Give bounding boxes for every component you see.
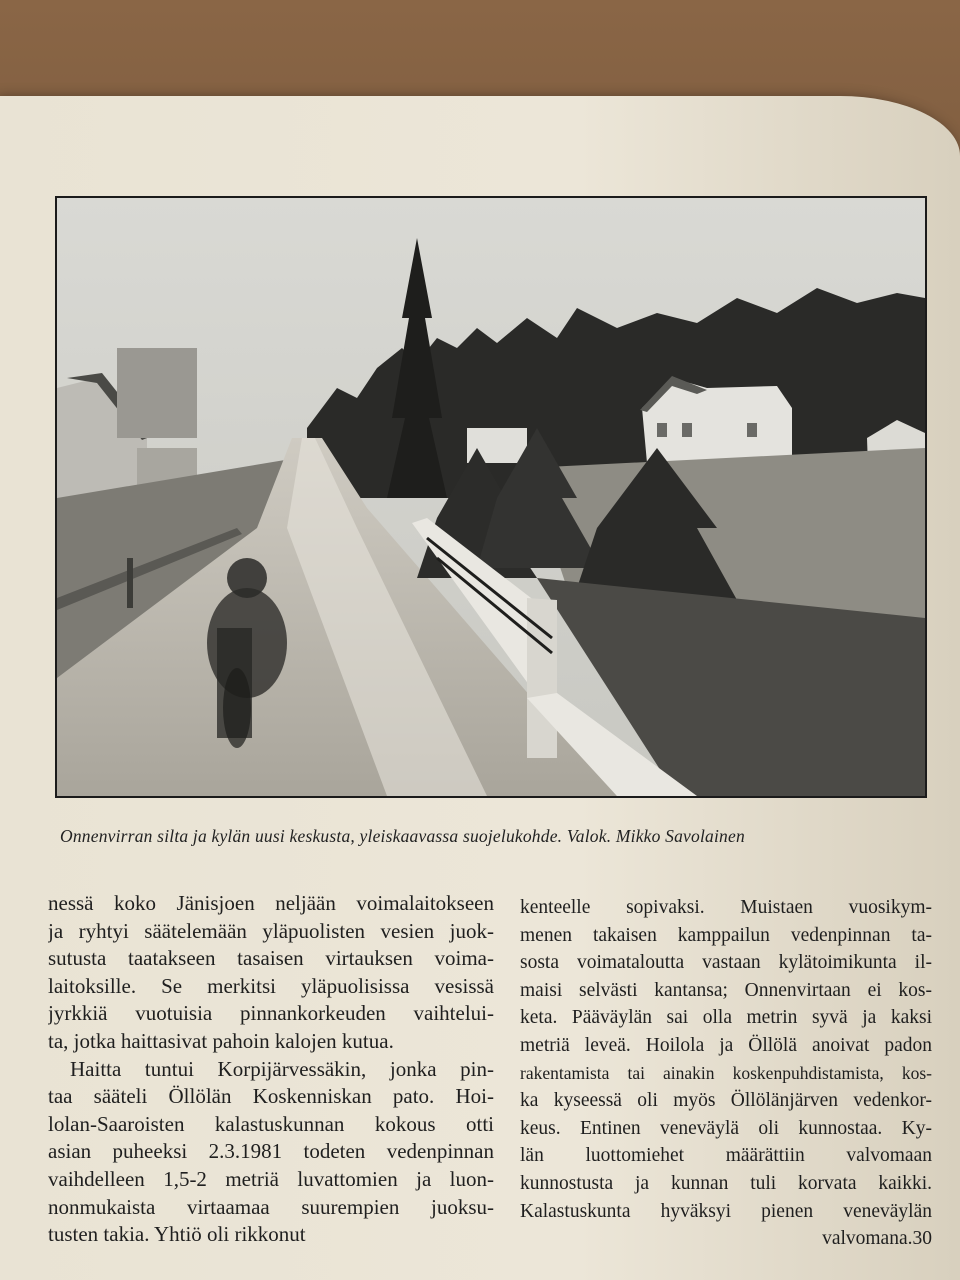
text-line: vaihdelleen 1,5-2 metriä luvattomien ja luon- [48,1166,494,1191]
text-line: metriä leveä. Hoilola ja Öllölä anoivat padon [520,1034,932,1056]
text-line: ta, jotka haittasivat pahoin kalojen kutua. [48,1028,394,1053]
text-line: tusten takia. Yhtiö oli rikkonut [48,1222,306,1247]
text-line: nonmukaista virtaamaa suurempien juoksu- [48,1194,494,1219]
photo-caption: Onnenvirran silta ja kylän uusi keskusta, yleiskaavassa suojelukohde. Valok. Mikko Savolainen [60,826,745,846]
text-line: ka kyseessä oli myös Öllölänjärven vedenkor- [520,1090,932,1112]
text-line: sutusta taatakseen tasaisen virtauksen voima- [48,946,494,971]
text-line: lolan-Saaroisten kalastuskunnan kokous otti [48,1111,494,1136]
text-line: valvomana.30 [822,1228,932,1250]
text-line: ja ryhtyi säätelemään yläpuolisten vesien juok- [48,918,494,943]
right-text-column [520,894,932,1253]
left-text-column [48,890,494,1249]
text-line: menen takaisen kamppailun vedenpinnan ta- [520,924,932,946]
text-line: län luottomiehet määrättiin valvomaan [520,1145,932,1167]
bridge-photograph [55,196,927,798]
text-line: sosta voimataloutta vastaan kylätoimikunta il- [520,952,932,974]
text-line: taa sääteli Öllölän Koskenniskan pato. Hoi- [48,1084,494,1109]
text-line: nessä koko Jänisjoen neljään voimalaitokseen [48,891,494,915]
text-line: kunnostusta ja kunnan tuli korvata kaikki. [520,1172,932,1194]
text-line: jyrkkiä vuotuisia pinnankorkeuden vaihtelui- [48,1001,494,1026]
text-line: keta. Pääväylän sai olla metrin syvä ja kaksi [520,1007,932,1029]
text-line: rakentamista tai ainakin koskenpuhdistamista, kos- [520,1062,932,1083]
text-line: asian puheeksi 2.3.1981 todeten vedenpinnan [48,1139,494,1164]
text-line: laitoksille. Se merkitsi yläpuolisissa vesissä [48,973,494,998]
text-line: Haitta tuntui Korpijärvessäkin, jonka pin- [70,1056,494,1081]
text-line: keus. Entinen veneväylä oli kunnostaa. Ky- [520,1117,932,1139]
text-line: Kalastuskunta hyväksyi pienen veneväylän [520,1200,932,1222]
text-line: kenteelle sopivaksi. Muistaen vuosikym- [520,897,932,918]
text-line: maisi selvästi kantansa; Onnenvirtaan ei kos- [520,979,932,1001]
